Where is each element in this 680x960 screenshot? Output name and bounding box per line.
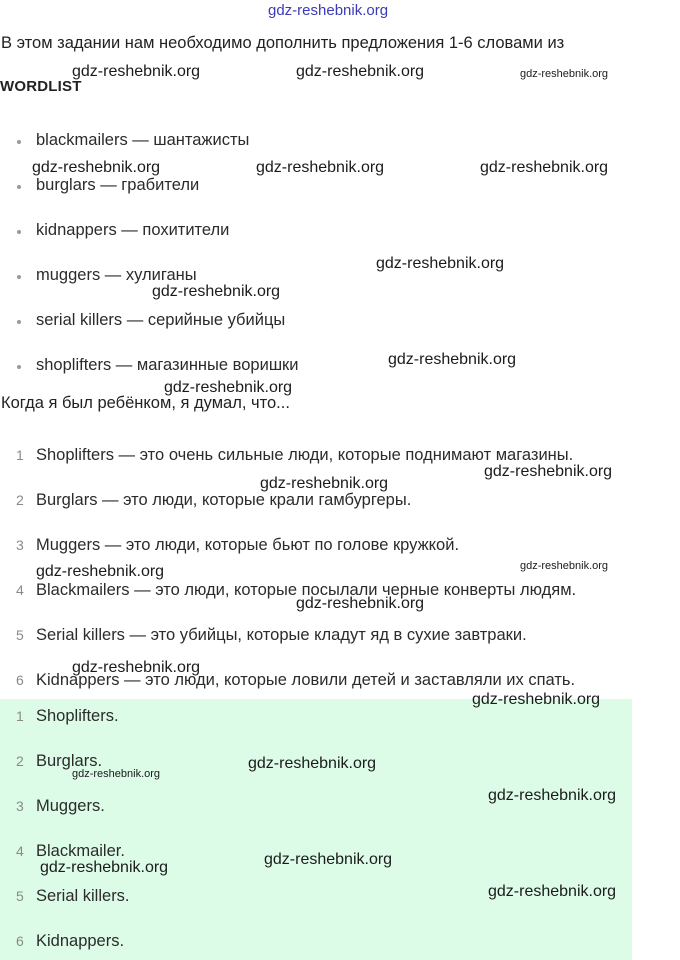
- wordlist-item-text: blackmailers — шантажисты: [36, 131, 250, 149]
- watermark-text: gdz-reshebnik.org: [36, 563, 165, 580]
- watermark-text: gdz-reshebnik.org: [72, 63, 201, 80]
- sentence-text: Blackmailers — это люди, которые посылали черные конверты людям.: [36, 581, 577, 599]
- watermark-text: gdz-reshebnik.org: [264, 851, 393, 868]
- watermark-text: gdz-reshebnik.org: [40, 859, 169, 876]
- bullet-icon: [17, 275, 21, 279]
- watermark-text: gdz-reshebnik.org: [480, 159, 609, 176]
- answer-text: Shoplifters.: [36, 707, 119, 725]
- intro-text: В этом задании нам необходимо дополнить предложения 1-6 словами из: [1, 34, 565, 52]
- sentence-number: 3: [16, 537, 24, 553]
- bullet-icon: [17, 320, 21, 324]
- watermark-text: gdz-reshebnik.org: [260, 475, 389, 492]
- watermark-text: gdz-reshebnik.org: [72, 659, 201, 676]
- answers-panel: [0, 699, 632, 960]
- wordlist-item-text: burglars — грабители: [36, 176, 200, 194]
- sentence-text: Muggers — это люди, которые бьют по голове кружкой.: [36, 536, 460, 554]
- watermark-text: gdz-reshebnik.org: [152, 283, 281, 300]
- answer-number: 3: [16, 798, 24, 814]
- sentence-number: 4: [16, 582, 24, 598]
- sentence-text: Burglars — это люди, которые крали гамбургеры.: [36, 491, 412, 509]
- watermark-text: gdz-reshebnik.org: [520, 68, 609, 80]
- answer-text: Serial killers.: [36, 887, 130, 905]
- answer-number: 2: [16, 753, 24, 769]
- answer-text: Burglars.: [36, 752, 103, 770]
- watermark-text: gdz-reshebnik.org: [488, 787, 617, 804]
- site-header-link[interactable]: gdz-reshebnik.org: [268, 2, 389, 19]
- watermark-text: gdz-reshebnik.org: [484, 463, 613, 480]
- watermark-text: gdz-reshebnik.org: [472, 691, 601, 708]
- watermark-text: gdz-reshebnik.org: [164, 379, 293, 396]
- watermark-text: gdz-reshebnik.org: [72, 768, 161, 780]
- caption-text: Когда я был ребёнком, я думал, что...: [1, 394, 290, 412]
- wordlist-title: WORDLIST: [0, 78, 82, 95]
- sentence-number: 1: [16, 447, 24, 463]
- watermark-text: gdz-reshebnik.org: [256, 159, 385, 176]
- answer-number: 5: [16, 888, 24, 904]
- sentence-text: Kidnappers — это люди, которые ловили детей и заставляли их спать.: [36, 671, 576, 689]
- answer-text: Muggers.: [36, 797, 105, 815]
- sentence-text: Serial killers — это убийцы, которые кладут яд в сухие завтраки.: [36, 626, 527, 644]
- sentence-number: 2: [16, 492, 24, 508]
- sentence-number: 5: [16, 627, 24, 643]
- answer-number: 4: [16, 843, 24, 859]
- watermark-text: gdz-reshebnik.org: [296, 63, 425, 80]
- answer-number: 6: [16, 933, 24, 949]
- watermark-text: gdz-reshebnik.org: [248, 755, 377, 772]
- answer-number: 1: [16, 708, 24, 724]
- bullet-icon: [17, 365, 21, 369]
- watermark-text: gdz-reshebnik.org: [488, 883, 617, 900]
- watermark-text: gdz-reshebnik.org: [376, 255, 505, 272]
- bullet-icon: [17, 185, 21, 189]
- answer-text: Blackmailer.: [36, 842, 125, 860]
- watermark-text: gdz-reshebnik.org: [32, 159, 161, 176]
- sentence-text: Shoplifters — это очень сильные люди, которые поднимают магазины.: [36, 446, 574, 464]
- bullet-icon: [17, 230, 21, 234]
- sentence-number: 6: [16, 672, 24, 688]
- bullet-icon: [17, 140, 21, 144]
- wordlist-item-text: muggers — хулиганы: [36, 266, 197, 284]
- wordlist-item-text: serial killers — серийные убийцы: [36, 311, 286, 329]
- wordlist-item-text: shoplifters — магазинные воришки: [36, 356, 299, 374]
- wordlist-item-text: kidnappers — похитители: [36, 221, 230, 239]
- watermark-text: gdz-reshebnik.org: [520, 560, 609, 572]
- watermark-text: gdz-reshebnik.org: [296, 595, 425, 612]
- watermark-text: gdz-reshebnik.org: [388, 351, 517, 368]
- answer-text: Kidnappers.: [36, 932, 125, 950]
